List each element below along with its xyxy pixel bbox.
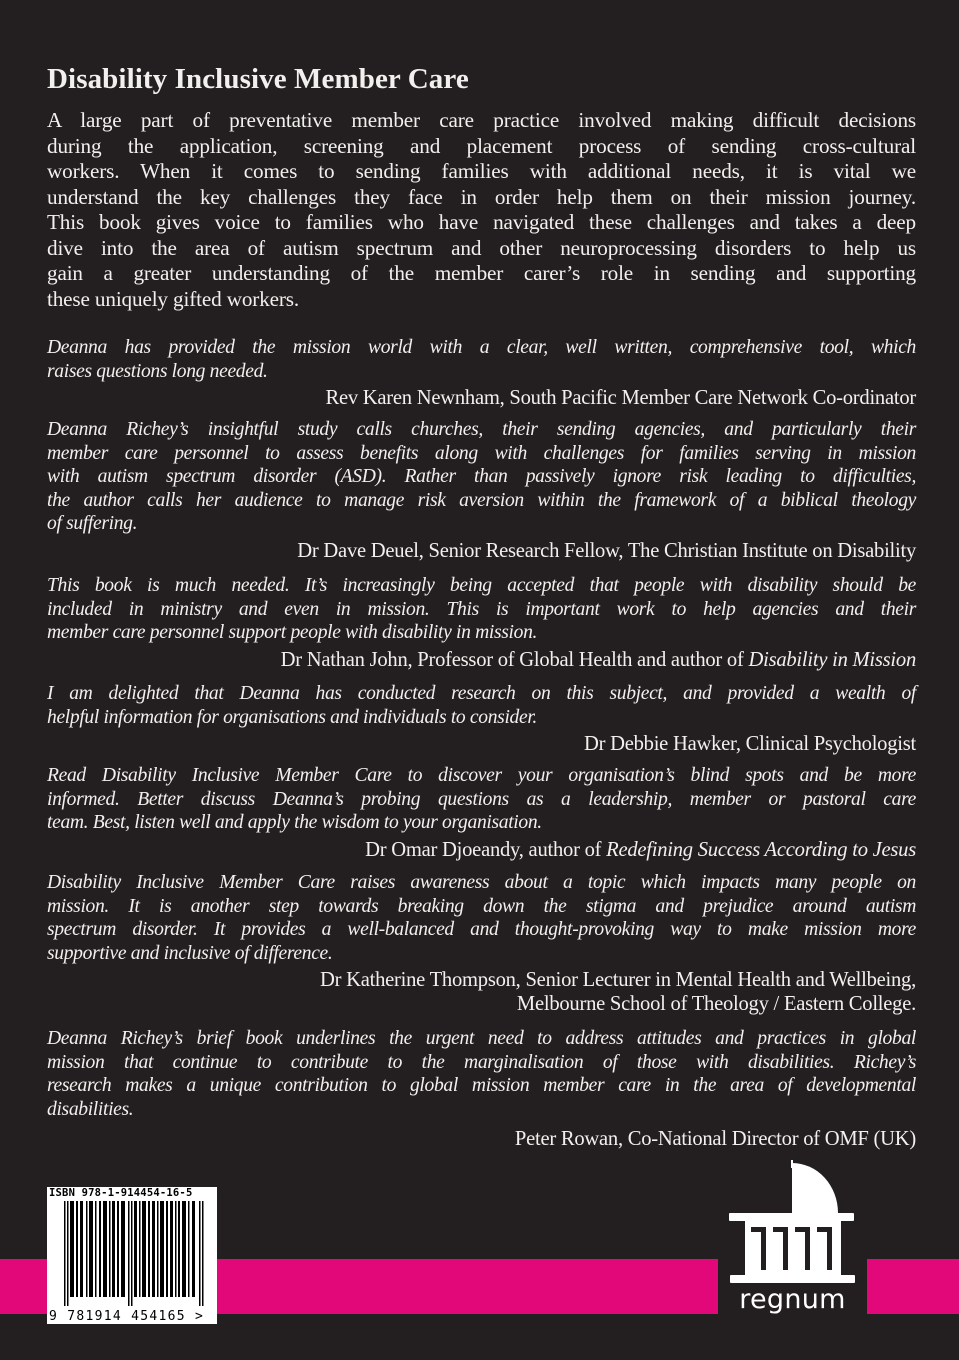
endorsement-attribution-line2: Melbourne School of Theology / Eastern College. bbox=[516, 993, 916, 1016]
description-line: understand the key challenges they face in order help them on their mission journey. bbox=[47, 184, 916, 209]
isbn-barcode bbox=[47, 1187, 217, 1324]
book-title: Disability Inclusive Member Care bbox=[47, 63, 469, 95]
quote-line: This book is much needed. It’s increasingly being accepted that people with disability should be bbox=[47, 575, 916, 596]
description-line: workers. When it comes to sending families with additional needs, it is vital we bbox=[47, 159, 916, 183]
quote-line: Disability Inclusive Member Care raises awareness about a topic which impacts many people on bbox=[47, 872, 916, 893]
attribution-text: Dr Nathan John, Professor of Global Health and author of bbox=[280, 648, 749, 671]
publisher-name: regnum bbox=[739, 1284, 846, 1315]
endorsement-attribution bbox=[47, 838, 916, 862]
quote-line: Deanna Richey’s brief book underlines the urgent need to address attitudes and practices in global bbox=[47, 1028, 916, 1049]
endorsement-quote bbox=[47, 764, 916, 835]
endorsement-quote bbox=[47, 1027, 916, 1121]
quote-line: disabilities. bbox=[47, 1098, 134, 1120]
endorsement-attribution: Dr Dave Deuel, Senior Research Fellow, The Christian Institute on Disability bbox=[297, 539, 916, 562]
quote-line: informed. Better discuss Deanna’s probing questions as a leadership, member or pastoral care bbox=[47, 788, 916, 810]
quote-line: Read Disability Inclusive Member Care to discover your organisation’s blind spots and be more bbox=[47, 765, 916, 786]
quote-line: mission. It is another step towards breaking down the stigma and prejudice around autism bbox=[47, 895, 916, 917]
isbn-digits: 9 781914 454165 > bbox=[49, 1309, 205, 1324]
endorsement-quote bbox=[47, 871, 916, 965]
description-line: gain a greater understanding of the member carer’s role in sending and supporting bbox=[47, 261, 916, 285]
endorsement-john bbox=[47, 574, 916, 672]
endorsement-thompson bbox=[47, 871, 916, 1016]
quote-line: helpful information for organisations and individuals to consider. bbox=[47, 706, 537, 728]
endorsement-attribution: Dr Katherine Thompson, Senior Lecturer in Mental Health and Wellbeing, bbox=[319, 969, 916, 992]
quote-line: included in ministry and even in mission. This is important work to help agencies and their bbox=[47, 598, 916, 620]
endorsement-deuel bbox=[47, 418, 916, 563]
attribution-book-title: Redefining Success According to Jesus bbox=[606, 838, 916, 861]
endorsement-attribution bbox=[47, 648, 916, 672]
endorsement-newnham bbox=[47, 336, 916, 410]
endorsement-rowan bbox=[47, 1027, 916, 1151]
quote-line: of suffering. bbox=[47, 513, 138, 535]
description-line: during the application, screening and placement process of sending cross-cultural bbox=[47, 133, 916, 158]
description-line: This book gives voice to families who have navigated these challenges and takes a deep bbox=[47, 210, 916, 234]
accent-band-right bbox=[867, 1259, 959, 1314]
isbn-label: ISBN 978-1-914454-16-5 bbox=[49, 1187, 193, 1199]
endorsement-quote bbox=[47, 574, 916, 645]
quote-line: raises questions long needed. bbox=[47, 360, 268, 382]
endorsement-quote bbox=[47, 336, 916, 383]
attribution-book-title: Disability in Mission bbox=[748, 648, 916, 671]
quote-line: Deanna has provided the mission world with a clear, well written, comprehensive tool, which bbox=[47, 337, 916, 358]
book-description bbox=[47, 108, 916, 312]
attribution-text: Dr Omar Djoeandy, author of bbox=[365, 838, 607, 861]
endorsement-quote bbox=[47, 682, 916, 729]
description-line: dive into the area of autism spectrum and other neuroprocessing disorders to help us bbox=[47, 235, 916, 260]
quote-line: research makes a unique contribution to global mission member care in the area of developmental bbox=[47, 1075, 916, 1097]
quote-line: member care personnel support people with disability in mission. bbox=[47, 622, 538, 644]
quote-line: I am delighted that Deanna has conducted research on this subject, and provided a wealth of bbox=[47, 683, 916, 704]
endorsement-attribution: Peter Rowan, Co-National Director of OMF (UK) bbox=[514, 1128, 916, 1151]
quote-line: supportive and inclusive of difference. bbox=[47, 942, 333, 964]
endorsement-djoeandy bbox=[47, 764, 916, 862]
description-line: these uniquely gifted workers. bbox=[47, 286, 300, 311]
quote-line: team. Best, listen well and apply the wisdom to your organisation. bbox=[47, 812, 542, 834]
description-line: A large part of preventative member care practice involved making difficult decisions bbox=[47, 108, 916, 132]
quote-line: the author calls her audience to manage risk aversion within the framework of a biblical theology bbox=[47, 489, 916, 511]
quote-line: with autism spectrum disorder (ASD). Rather than passively ignore risk leading to difficulties, bbox=[47, 466, 916, 488]
endorsement-quote bbox=[47, 418, 916, 536]
quote-line: spectrum disorder. It provides a well-balanced and thought-provoking way to make mission more bbox=[47, 919, 916, 941]
endorsement-attribution: Rev Karen Newnham, South Pacific Member Care Network Co-ordinator bbox=[325, 387, 916, 410]
endorsement-hawker bbox=[47, 682, 916, 756]
quote-line: Deanna Richey’s insightful study calls churches, their sending agencies, and particularly their bbox=[47, 419, 916, 440]
quote-line: member care personnel to assess benefits along with challenges for families serving in mission bbox=[47, 442, 916, 464]
quote-line: mission that continue to contribute to the marginalisation of those with disabilities. Richey’s bbox=[47, 1051, 916, 1073]
endorsement-attribution: Dr Debbie Hawker, Clinical Psychologist bbox=[583, 733, 916, 756]
barcode-bars-icon bbox=[64, 1201, 204, 1306]
